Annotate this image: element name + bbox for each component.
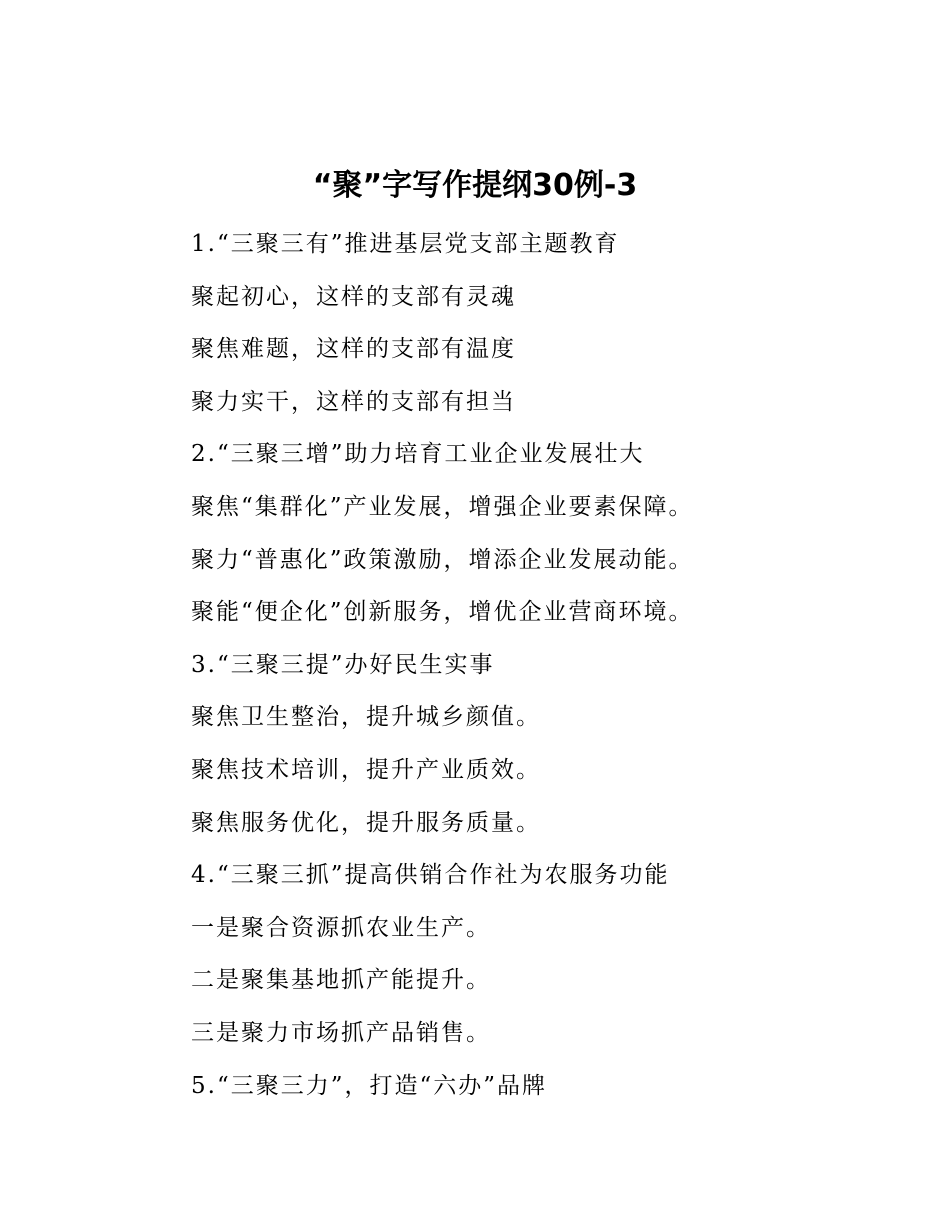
paragraph-line: 聚焦“集群化”产业发展，增强企业要素保障。 xyxy=(191,493,694,520)
paragraph-line: 聚焦服务优化，提升服务质量。 xyxy=(191,809,541,836)
heading-item-2: 2.“三聚三增”助力培育工业企业发展壮大 xyxy=(191,441,645,468)
document-body xyxy=(191,222,931,1116)
document-title: “聚”字写作提纲30例-3 xyxy=(312,168,638,203)
paragraph-line: 聚起初心，这样的支部有灵魂 xyxy=(191,283,516,310)
paragraph-line: 聚焦卫生整治，提升城乡颜值。 xyxy=(191,704,541,731)
paragraph-line: 聚能“便企化”创新服务，增优企业营商环境。 xyxy=(191,599,694,626)
paragraph-line: 聚力“普惠化”政策激励，增添企业发展动能。 xyxy=(191,546,694,573)
paragraph-line: 聚焦技术培训，提升产业质效。 xyxy=(191,756,541,783)
paragraph-line: 二是聚集基地抓产能提升。 xyxy=(191,967,491,994)
paragraph-line: 一是聚合资源抓农业生产。 xyxy=(191,914,491,941)
heading-item-4: 4.“三聚三抓”提高供销合作社为农服务功能 xyxy=(191,862,670,889)
paragraph-line: 聚焦难题，这样的支部有温度 xyxy=(191,336,516,363)
paragraph-line: 聚力实干，这样的支部有担当 xyxy=(191,388,516,415)
heading-item-1: 1.“三聚三有”推进基层党支部主题教育 xyxy=(191,231,620,257)
heading-item-5: 5.“三聚三力”，打造“六办”品牌 xyxy=(191,1072,547,1099)
heading-item-3: 3.“三聚三提”办好民生实事 xyxy=(191,651,495,678)
paragraph-line: 三是聚力市场抓产品销售。 xyxy=(191,1019,491,1046)
